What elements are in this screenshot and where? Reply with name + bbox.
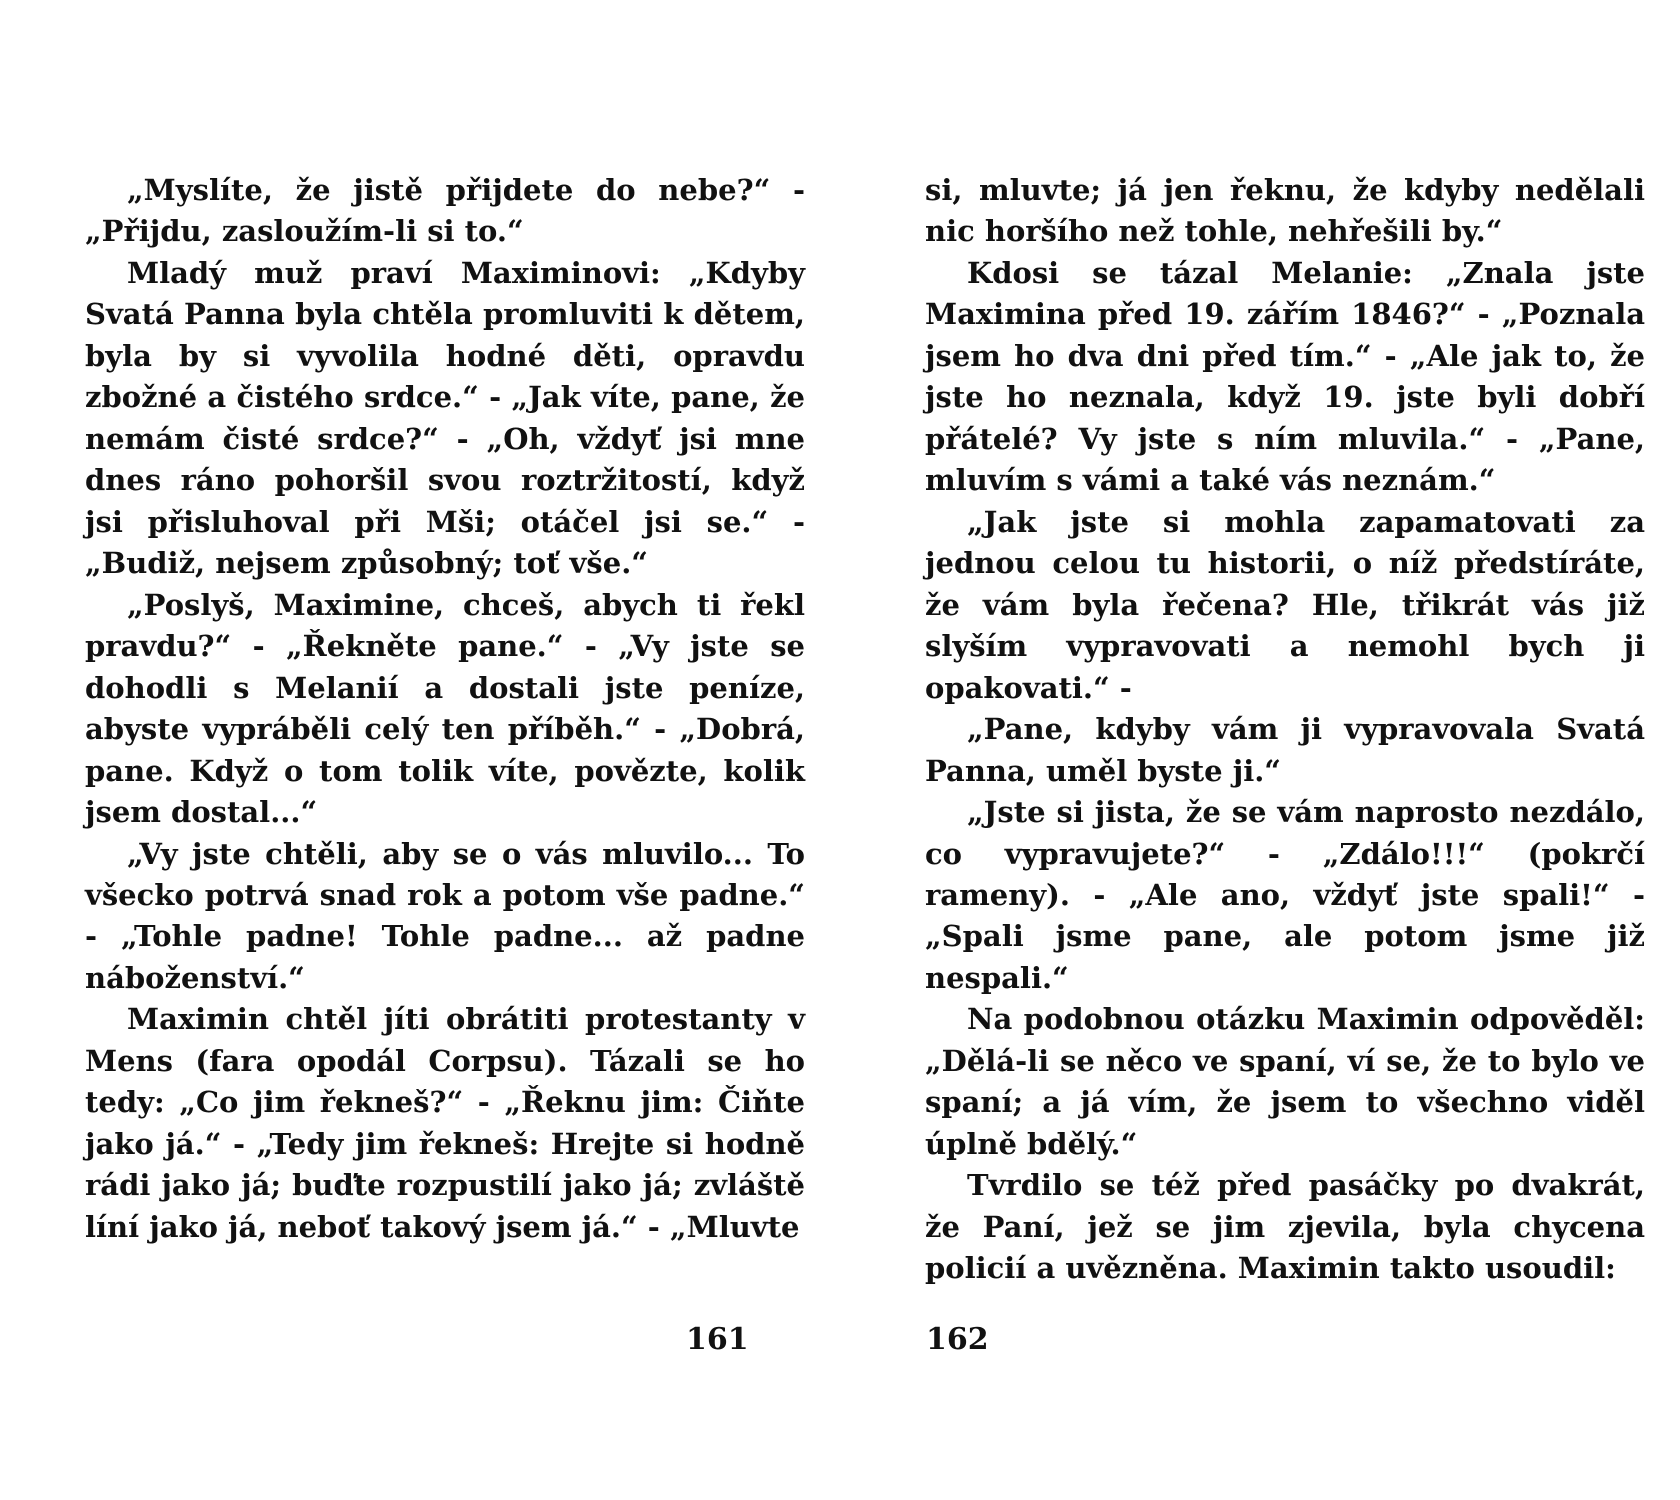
right-paragraph-1: si, mluvte; já jen řeknu, že kdyby nedělali nic horšího než tohle, nehřešili by.“ [925, 173, 1645, 249]
right-paragraph-7: Tvrdilo se též před pasáčky po dvakrát, že Paní, jež se jim zjevila, byla chycena policií a uvězněna. Maximin takto usoudil: [925, 1168, 1645, 1286]
right-paragraph-5: „Jste si jista, že se vám naprosto nezdálo, co vypravujete?“ - „Zdálo!!!“ (pokrčí rameny). - „Ale ano, vždyť jste spali!“ - „Spali jsme pane, ale potom jsme již nespali.“ [925, 795, 1645, 995]
left-paragraph-5: Maximin chtěl jíti obrátiti protestanty v Mens (fara opodál Corpsu). Tázali se ho tedy: „Co jim řekneš?“ - „Řeknu jim: Čiňte jako já.“ - „Tedy jim řekneš: Hrejte si hodně rádi jako já; buďte rozpustilí jako já; zvláště líní jako já, neboť takový jsem já.“ - „Mluvte [85, 1002, 805, 1244]
right-paragraph-4: „Pane, kdyby vám ji vypravovala Svatá Panna, uměl byste ji.“ [925, 712, 1645, 788]
left-paragraph-2: Mladý muž praví Maximinovi: „Kdyby Svatá Panna byla chtěla promluviti k dětem, byla by si vyvolila hodné děti, opravdu zbožné a čistého srdce.“ - „Jak víte, pane, že nemám čisté srdce?“ - „Oh, vždyť jsi mne dnes ráno pohoršil svou roztržitostí, když jsi přisluhoval při Mši; otáčel jsi se.“ - „Budiž, nejsem způsobný; toť vše.“ [85, 255, 805, 581]
right-page [925, 170, 1645, 1290]
right-paragraph-2: Kdosi se tázal Melanie: „Znala jste Maximina před 19. zářím 1846?“ - „Poznala jsem ho dva dni před tím.“ - „Ale jak to, že jste ho neznala, když 19. jste byli dobří přátelé? Vy jste s ním mluvila.“ - „Pane, mluvím s vámi a také vás neznám.“ [925, 255, 1645, 498]
left-paragraph-4: „Vy jste chtěli, aby se o vás mluvilo... To všecko potrvá snad rok a potom vše padne.“ - „Tohle padne! Tohle padne... až padne náboženství.“ [85, 836, 805, 995]
left-paragraph-1: „Myslíte, že jistě přijdete do nebe?“ - „Přijdu, zasloužím-li si to.“ [85, 173, 805, 249]
left-paragraph-3: „Poslyš, Maximine, chceš, abych ti řekl pravdu?“ - „Řekněte pane.“ - „Vy jste se dohodli s Melanií a dostali jste peníze, abyste vypráběli celý ten příběh.“ - „Dobrá, pane. Když o tom tolik víte, povězte, kolik jsem dostal...“ [85, 587, 805, 830]
left-page-number: 161 [686, 1322, 749, 1357]
right-page-number: 162 [926, 1322, 989, 1357]
right-paragraph-3: „Jak jste si mohla zapamatovati za jednou celou tu historii, o níž předstíráte, že vám byla řečena? Hle, třikrát vás již slyším vypravovati a nemohl bych ji opakovati.“ - [925, 504, 1645, 705]
right-paragraph-6: Na podobnou otázku Maximin odpověděl: „Dělá-li se něco ve spaní, ví se, že to bylo ve spaní; a já vím, že jsem to všechno viděl úplně bdělý.“ [925, 1002, 1645, 1161]
left-page [85, 170, 805, 1248]
